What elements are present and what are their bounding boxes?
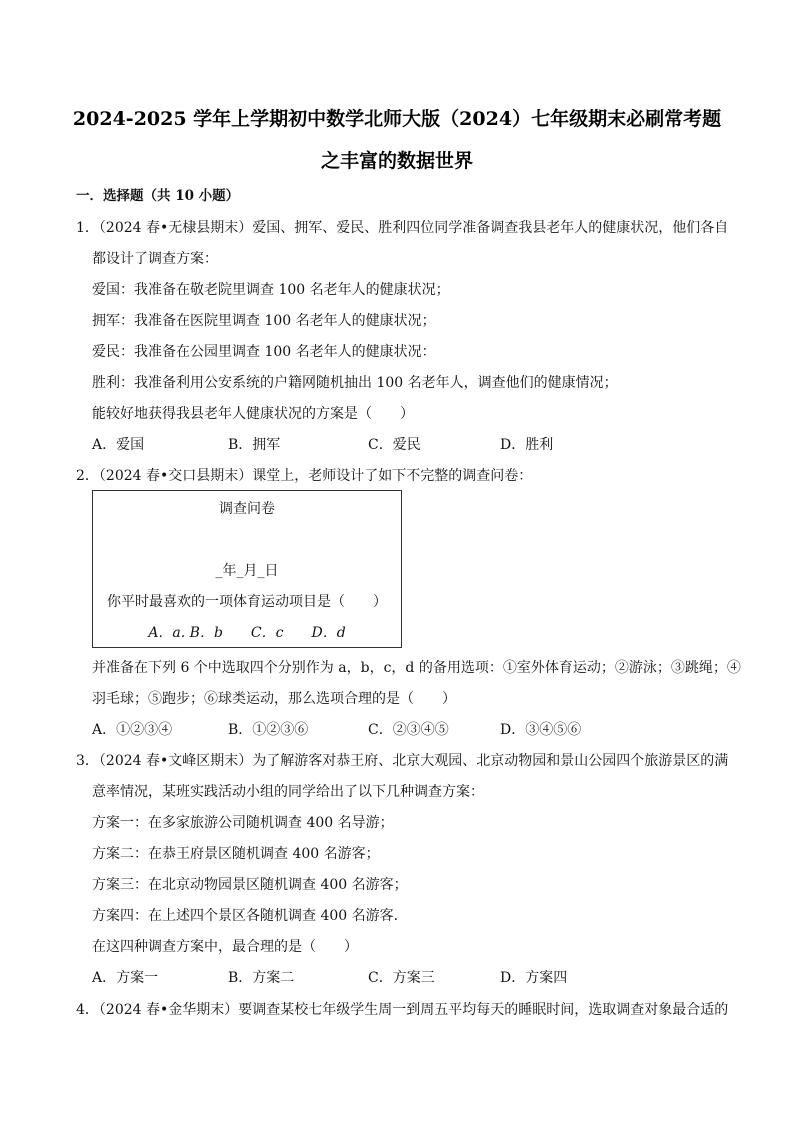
- q3-plan-4: 方案四：在上述四个景区各随机调查 400 名游客．: [92, 908, 408, 924]
- q3-plan-3: 方案三：在北京动物园景区随机调查 400 名游客；: [92, 877, 408, 893]
- section-heading: 一．选择题（共 10 小题）: [76, 188, 240, 204]
- q3-option-d: D．方案四: [500, 970, 568, 986]
- q1-stem-line-1: 1．（2024 春•无棣县期末）爱国、拥军、爱民、胜利四位同学准备调查我县老年人的健康状况，他们各自: [76, 220, 729, 236]
- q2-option-b: B．①②③⑥: [228, 722, 309, 738]
- q2-option-a: A．①②③④: [92, 722, 173, 738]
- q1-option-b: B．拥军: [228, 437, 281, 453]
- q3-option-b: B．方案二: [228, 970, 295, 986]
- q2-option-d: D．③④⑤⑥: [500, 722, 582, 738]
- q3-option-c: C．方案三: [368, 970, 435, 986]
- survey-title: 调查问卷: [219, 501, 275, 517]
- q2-stem-line-3: 羽毛球；⑤跑步；⑥球类运动，那么选项合理的是（ ）: [92, 691, 456, 707]
- document-title-line-2: 之丰富的数据世界: [320, 150, 473, 172]
- survey-box: [92, 490, 402, 648]
- q3-option-a: A．方案一: [92, 970, 159, 986]
- q2-option-c: C．②③④⑤: [368, 722, 449, 738]
- q3-stem-line-1: 3．（2024 春•文峰区期末）为了解游客对恭王府、北京大观园、北京动物园和景山公园四个旅游景区的满: [76, 753, 729, 769]
- q1-plan-3: 爱民：我准备在公园里调查 100 名老年人的健康状况：: [92, 344, 436, 360]
- q1-stem-line-2: 都设计了调查方案：: [92, 251, 218, 267]
- q1-question: 能较好地获得我县老年人健康状况的方案是（ ）: [92, 406, 414, 422]
- q2-stem-line-2: 并准备在下列 6 个中选取四个分别作为 a，b，c，d 的备用选项：①室外体育运动；②游泳；③跳绳；④: [92, 660, 741, 676]
- survey-options: A．a. B．b C．c D．d: [148, 625, 346, 641]
- q3-stem-line-2: 意率情况，某班实践活动小组的同学给出了以下几种调查方案：: [92, 784, 484, 800]
- q1-option-c: C．爱民: [368, 437, 421, 453]
- q1-plan-2: 拥军：我准备在医院里调查 100 名老年人的健康状况；: [92, 313, 436, 329]
- q1-option-d: D．胜利: [500, 437, 554, 453]
- q3-plan-2: 方案二：在恭王府景区随机调查 400 名游客；: [92, 846, 380, 862]
- q1-option-a: A．爱国: [92, 437, 145, 453]
- survey-date: _年_月_日: [215, 563, 279, 579]
- q4-stem-line-1: 4．（2024 春•金华期末）要调查某校七年级学生周一到周五平均每天的睡眠时间，选取调查对象最合适的: [76, 1002, 729, 1018]
- document-title-line-1: 2024-2025 学年上学期初中数学北师大版（2024）七年级期末必刷常考题: [72, 108, 722, 130]
- q3-plan-1: 方案一：在多家旅游公司随机调查 400 名导游；: [92, 815, 394, 831]
- q1-plan-4: 胜利：我准备利用公安系统的户籍网随机抽出 100 名老年人，调查他们的健康情况；: [92, 375, 618, 391]
- survey-question: 你平时最喜欢的一项体育运动项目是（ ）: [107, 594, 387, 610]
- q1-plan-1: 爱国：我准备在敬老院里调查 100 名老年人的健康状况；: [92, 282, 450, 298]
- q3-question: 在这四种调查方案中，最合理的是（ ）: [92, 939, 358, 955]
- q2-stem-line-1: 2．（2024 春•交口县期末）课堂上，老师设计了如下不完整的调查问卷：: [76, 468, 533, 484]
